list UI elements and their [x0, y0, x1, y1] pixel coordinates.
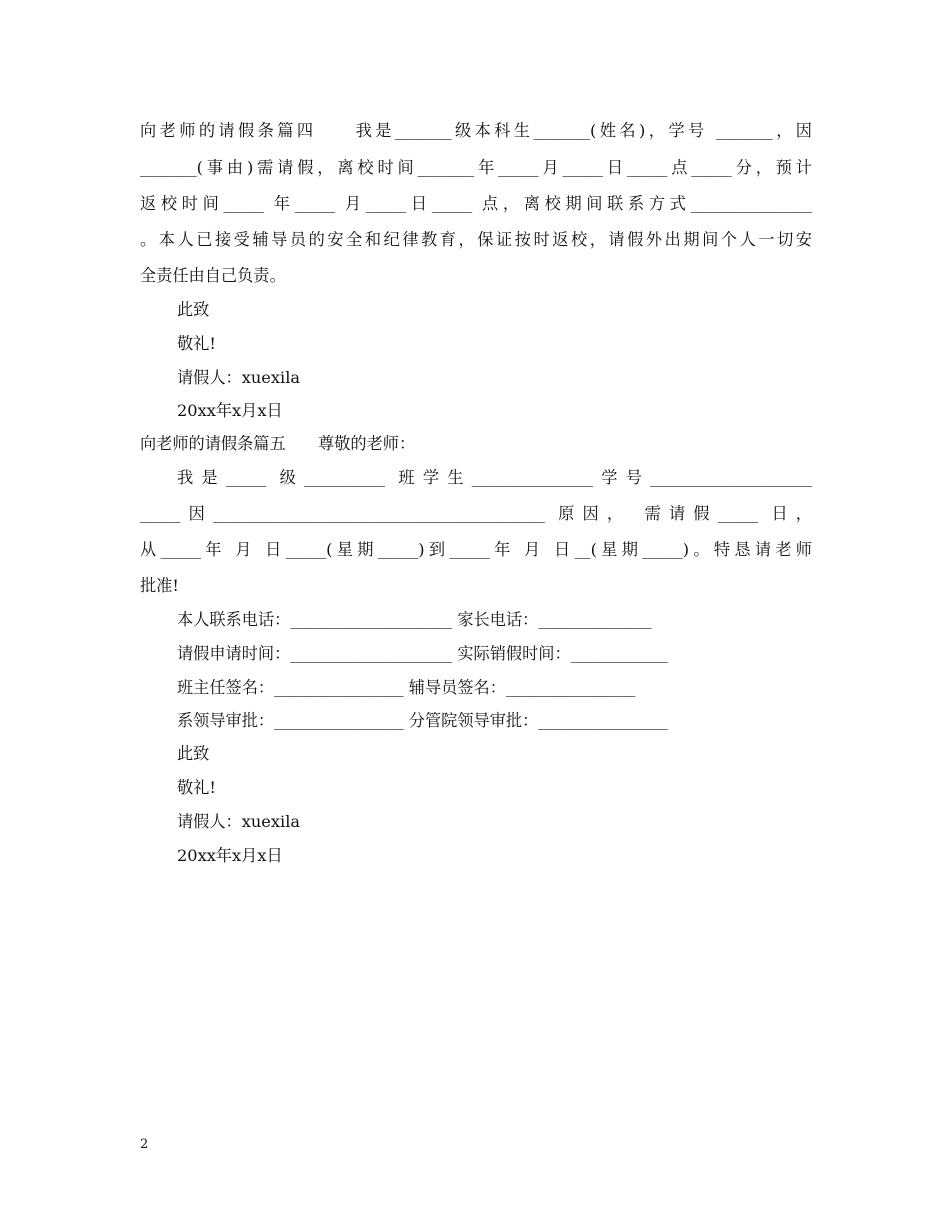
- teacher-signature-line: 班主任签名：________________ 辅导员签名：________________: [177, 678, 636, 697]
- signature-2: 请假人：xuexila: [177, 812, 301, 831]
- text-line-11: 我是_____ 级__________ 班学生_______________学号____________________: [177, 468, 812, 487]
- contact-phone-line: 本人联系电话：____________________ 家长电话：______________: [177, 610, 652, 629]
- text-line-04: 。本人已接受辅导员的安全和纪律教育，保证按时返校，请假外出期间个人一切安: [140, 230, 812, 249]
- application-time-line: 请假申请时间：____________________ 实际销假时间：____________: [177, 644, 668, 663]
- text-line-01: 向老师的请假条篇四 我是_______级本科生_______(姓名)，学号 _______，因: [140, 121, 812, 140]
- date-2: 20xx年x月x日: [177, 846, 283, 865]
- text-line-12: _____因_________________________________________ 原因， 需请假_____ 日，: [140, 504, 812, 523]
- text-line-05: 全责任由自己负责。: [140, 266, 286, 285]
- text-line-14: 批准!: [140, 576, 179, 595]
- signature-1: 请假人：xuexila: [177, 368, 301, 387]
- section-heading-5: 向老师的请假条篇五 尊敬的老师：: [140, 434, 416, 453]
- closing-regards-1: 敬礼!: [177, 334, 216, 353]
- leader-approval-line: 系领导审批：________________ 分管院领导审批：________________: [177, 711, 668, 730]
- page-number: 2: [140, 1137, 149, 1152]
- text-line-02: _______(事由)需请假，离校时间_______年_____月_____日_____点_____分，预计: [140, 158, 812, 177]
- text-line-03: 返校时间_____ 年_____ 月_____日_____ 点，离校期间联系方式_______________: [140, 194, 812, 213]
- closing-salutation-1: 此致: [177, 300, 210, 319]
- date-1: 20xx年x月x日: [177, 401, 283, 420]
- text-line-13: 从_____年 月 日_____(星期_____)到_____年 月 日__(星期_____)。特恳请老师: [140, 540, 812, 559]
- closing-regards-2: 敬礼!: [177, 778, 216, 797]
- closing-salutation-2: 此致: [177, 744, 210, 763]
